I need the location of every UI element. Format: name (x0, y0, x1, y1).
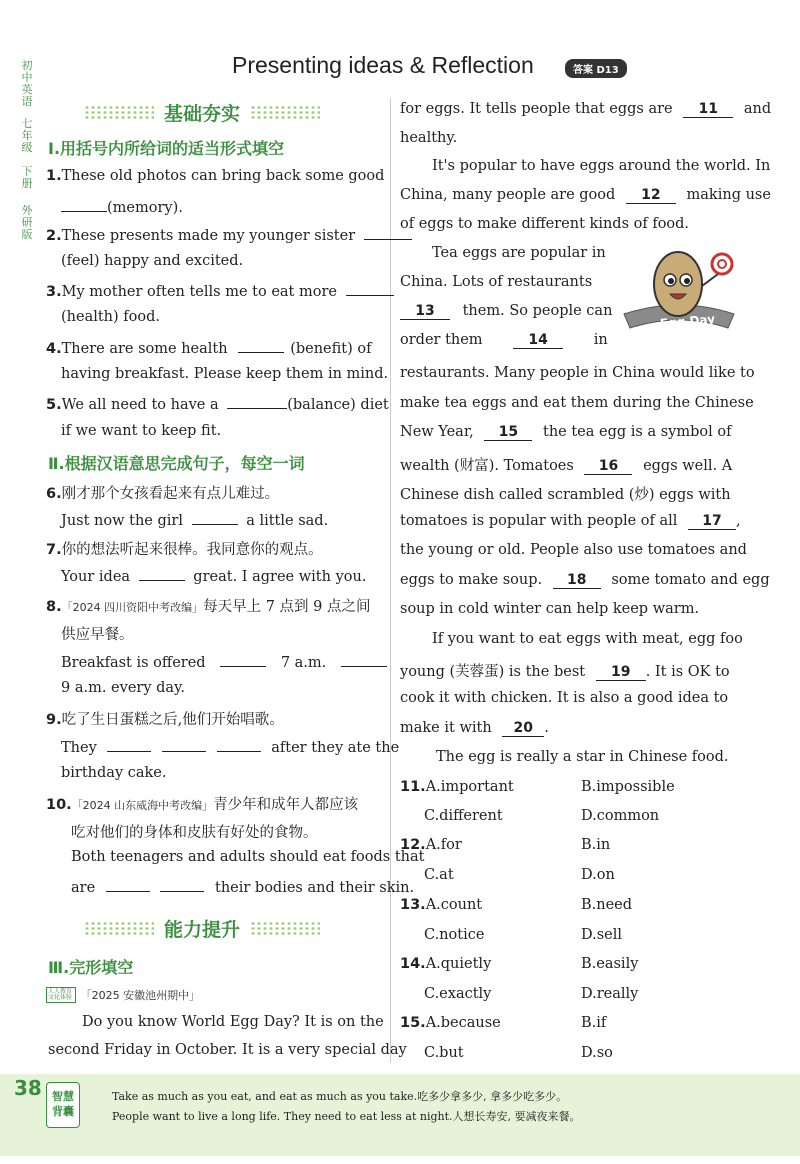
question-9: 9.吃了生日蛋糕之后,他们开始唱歌。 (46, 712, 284, 728)
option-c[interactable]: C.exactly (424, 986, 492, 1002)
question-1: 1.These old photos can bring back some good (46, 168, 385, 184)
option-a[interactable]: A.quietly (425, 956, 492, 972)
question-3: 3.My mother often tells me to eat more (46, 281, 394, 300)
passage-line: The egg is really a star in Chinese food. (436, 749, 729, 765)
passage-source: 人人教育 文化体验 「2025 安徽池州期中」 (48, 988, 201, 1002)
passage-line: for eggs. It tells people that eggs are 11 and (400, 101, 772, 117)
dots-decoration (250, 921, 320, 935)
section-1-heading: Ⅰ.用括号内所给词的适当形式填空 (48, 139, 285, 158)
answer-blank[interactable] (220, 652, 266, 667)
passage-line: young (芙蓉蛋) is the best 19 . It is OK to (400, 664, 730, 680)
option-c[interactable]: C.different (424, 808, 503, 824)
option-b[interactable]: B.impossible (581, 779, 675, 795)
option-d[interactable]: D.so (581, 1045, 613, 1061)
cloze-blank-15[interactable]: 15 (484, 424, 532, 441)
page-number: 38 (14, 1076, 42, 1100)
question-9-cont: They after they ate the (61, 737, 399, 756)
answer-blank[interactable] (106, 877, 150, 892)
answer-blank[interactable] (61, 197, 107, 212)
passage-line: wealth (财富). Tomatoes 16 eggs well. A (400, 458, 733, 474)
publisher-logo: 人人教育 文化体验 (46, 987, 76, 1003)
cloze-blank-20[interactable]: 20 (502, 720, 544, 737)
cloze-blank-16[interactable]: 16 (584, 458, 632, 475)
question-5: 5.We all need to have a (balance) diet (46, 394, 389, 413)
question-7-cont: Your idea great. I agree with you. (61, 566, 366, 585)
question-1-cont: (memory). (61, 197, 183, 216)
option-c[interactable]: C.notice (424, 927, 485, 943)
answer-blank[interactable] (192, 510, 238, 525)
side-label-grade: 七年级 (21, 117, 33, 154)
passage-line: order them 14 in (400, 332, 608, 348)
passage-line: It's popular to have eggs around the world. In (432, 158, 771, 174)
passage-line: New Year, 15 the tea egg is a symbol of (400, 424, 732, 440)
option-c[interactable]: C.but (424, 1045, 464, 1061)
passage-line: If you want to eat eggs with meat, egg foo (432, 631, 743, 647)
section-2-heading: Ⅱ.根据汉语意思完成句子，每空一词 (48, 454, 305, 473)
answer-blank[interactable] (107, 737, 151, 752)
passage-line: healthy. (400, 130, 458, 146)
cloze-blank-19[interactable]: 19 (596, 664, 646, 681)
option-a[interactable]: A.because (425, 1015, 501, 1031)
cloze-blank-14[interactable]: 14 (513, 332, 563, 349)
option-c[interactable]: C.at (424, 867, 454, 883)
question-7: 7.你的想法听起来很棒。我同意你的观点。 (46, 542, 323, 558)
passage-line: China, many people are good 12 making use (400, 187, 771, 203)
answer-blank[interactable] (227, 394, 287, 409)
answer-badge: 答案 D13 (565, 59, 627, 78)
passage-line: restaurants. Many people in China would like to (400, 365, 755, 381)
option-b[interactable]: B.need (581, 897, 633, 913)
cloze-blank-13[interactable]: 13 (400, 303, 450, 320)
passage-line: second Friday in October. It is a very special day (48, 1042, 407, 1058)
question-6: 6.刚才那个女孩看起来有点儿难过。 (46, 486, 280, 502)
side-label-edition: 外研版 (21, 204, 33, 241)
question-9-cont2: birthday cake. (61, 765, 167, 781)
dots-decoration (84, 105, 154, 119)
answer-blank[interactable] (341, 652, 387, 667)
passage-line: Chinese dish called scrambled (炒) eggs with (400, 487, 731, 503)
passage-line: of eggs to make different kinds of food. (400, 216, 690, 232)
dots-decoration (250, 105, 320, 119)
question-4: 4.There are some health (benefit) of (46, 338, 372, 357)
passage-line: eggs to make soup. 18 some tomato and egg (400, 572, 770, 588)
proverb-1: Take as much as you eat, and eat as much as you take.吃多少拿多少, 拿多少吃多少。 (112, 1090, 568, 1103)
wisdom-box: 智慧 背囊 (46, 1082, 80, 1128)
question-2: 2.These presents made my younger sister (46, 225, 412, 244)
question-8: 8.「2024 四川资阳中考改编」每天早上 7 点到 9 点之间 (46, 599, 371, 615)
question-8-cont: 供应早餐。 (61, 627, 134, 643)
question-5-cont: if we want to keep fit. (61, 423, 222, 439)
answer-blank[interactable] (217, 737, 261, 752)
passage-line: make tea eggs and eat them during the Chinese (400, 395, 754, 411)
question-10-answer: are their bodies and their skin. (71, 877, 414, 896)
dots-decoration (84, 921, 154, 935)
question-10-cont2: Both teenagers and adults should eat foods that (71, 849, 425, 865)
question-4-cont: having breakfast. Please keep them in mind. (61, 366, 389, 382)
answer-blank[interactable] (160, 877, 204, 892)
question-10-cont: 吃对他们的身体和皮肤有好处的食物。 (71, 825, 318, 841)
passage-line: Do you know World Egg Day? It is on the (82, 1014, 384, 1030)
question-8-cont2: 9 a.m. every day. (61, 680, 185, 696)
option-row: 12.A.for (400, 837, 462, 853)
question-2-cont: (feel) happy and excited. (61, 253, 244, 269)
answer-blank[interactable] (139, 566, 185, 581)
passage-line: Tea eggs are popular in (432, 245, 606, 261)
question-6-cont: Just now the girl a little sad. (61, 510, 328, 529)
passage-line: tomatoes is popular with people of all 17 , (400, 513, 741, 529)
passage-line: cook it with chicken. It is also a good idea to (400, 690, 729, 706)
section-3-heading: Ⅲ.完形填空 (48, 958, 134, 977)
option-row: 15.A.because (400, 1015, 501, 1031)
side-label-volume: 下册 (21, 165, 33, 190)
option-d[interactable]: D.really (581, 986, 639, 1002)
passage-line: 13 them. So people can (400, 303, 612, 320)
passage-line: the young or old. People also use tomatoes and (400, 542, 747, 558)
option-b[interactable]: B.in (581, 837, 611, 853)
side-label-book: 初中英语 (21, 59, 33, 108)
question-10: 10.「2024 山东威海中考改编」青少年和成年人都应该 (46, 797, 359, 813)
answer-blank[interactable] (346, 281, 394, 296)
passage-line: soup in cold winter can help keep warm. (400, 601, 700, 617)
egg-day-label: Egg Day (659, 311, 716, 331)
passage-line: make it with 20 . (400, 720, 549, 736)
proverb-2: People want to live a long life. They need to eat less at night.人想长寿安, 要减夜来餐。 (112, 1110, 581, 1123)
option-a[interactable]: A.for (425, 837, 462, 853)
option-row: 14.A.quietly (400, 956, 492, 972)
section-banner-advanced: 能力提升 (84, 915, 320, 941)
option-d[interactable]: D.on (581, 867, 615, 883)
question-3-cont: (health) food. (61, 309, 161, 325)
option-a[interactable]: A.count (425, 897, 483, 913)
cloze-blank-12[interactable]: 12 (626, 187, 676, 204)
option-a[interactable]: A.important (425, 779, 514, 795)
option-b[interactable]: B.if (581, 1015, 607, 1031)
page-title: Presenting ideas & Reflection (232, 52, 534, 78)
passage-line: China. Lots of restaurants (400, 274, 593, 290)
cloze-blank-11[interactable]: 11 (683, 101, 733, 118)
option-row: 11.A.important (400, 779, 514, 795)
answer-blank[interactable] (162, 737, 206, 752)
egg-mascot-illustration (620, 244, 738, 344)
option-d[interactable]: D.common (581, 808, 660, 824)
option-d[interactable]: D.sell (581, 927, 623, 943)
cloze-blank-18[interactable]: 18 (553, 572, 601, 589)
answer-blank[interactable] (238, 338, 284, 353)
option-b[interactable]: B.easily (581, 956, 639, 972)
option-row: 13.A.count (400, 897, 483, 913)
section-banner-basics: 基础夯实 (84, 99, 320, 125)
cloze-blank-17[interactable]: 17 (688, 513, 736, 530)
question-8-answer: Breakfast is offered 7 a.m. (61, 652, 387, 671)
